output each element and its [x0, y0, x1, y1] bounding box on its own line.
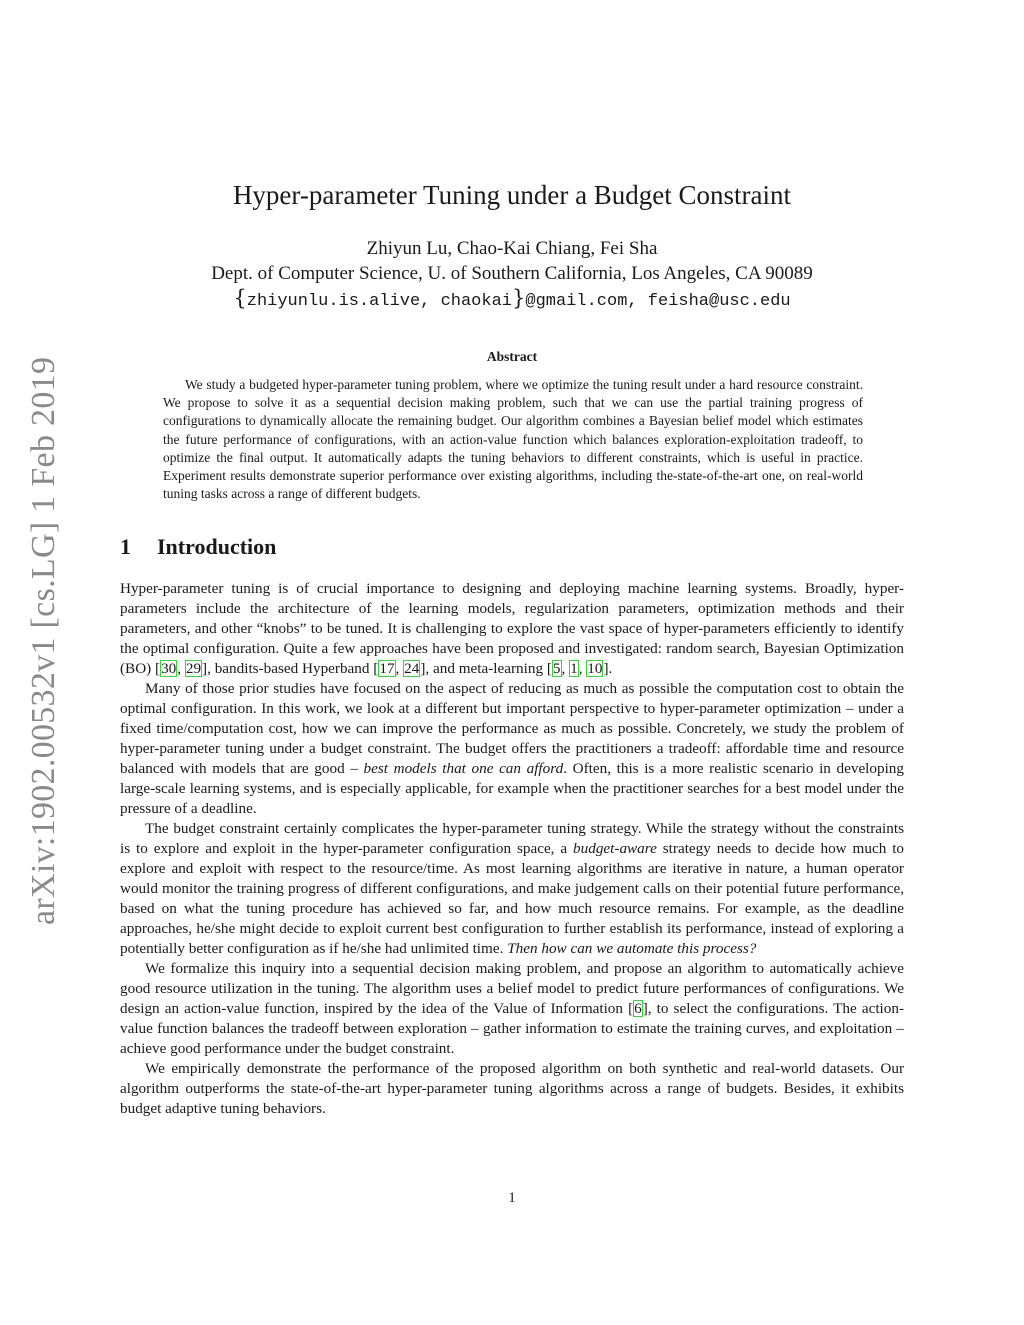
citation-link[interactable]: 29 [185, 660, 202, 677]
arxiv-stamp-container [18, 356, 70, 925]
section-title: Introduction [157, 534, 277, 559]
text-run: Many of those prior studies have focused on the aspect of reducing as much as possible the computation cost to obtain the optimal configuration. In this work, we look at a different but important perspective to hyper-parameter optimization – under a fixed time/computation cost, how we can improve the performance as much as possible. Concretely, we study the problem of hyper-parameter tuning under a budget constraint. The budget offers the practitioners a tradeoff: affordable time and resource balanced with models that are good – [120, 680, 904, 777]
author-emails [0, 286, 1024, 314]
citation-link[interactable]: 6 [634, 1000, 642, 1017]
emphasis-text: budget-aware [573, 840, 657, 857]
emphasis-text: best models that one can afford [363, 760, 564, 777]
section-heading [120, 534, 276, 560]
intro-paragraph-4 [120, 959, 904, 1059]
citation-link[interactable]: 1 [570, 660, 578, 677]
citation-link[interactable]: 17 [379, 660, 395, 677]
citation-group: [6] [628, 1000, 648, 1017]
section-number: 1 [120, 534, 131, 559]
text-run: , bandits-based Hyperband [207, 660, 374, 677]
citation-link[interactable]: 24 [404, 660, 420, 677]
author-affiliation: Dept. of Computer Science, U. of Southern California, Los Angeles, CA 90089 [211, 263, 813, 284]
citation-link[interactable]: 5 [552, 660, 561, 677]
citation-group: [30, 29] [155, 660, 208, 677]
text-run: The budget constraint certainly complicates the hyper-parameter tuning strategy. While the strategy without the constraints is to explore and exploit in the hyper-parameter configuration space, a [120, 820, 904, 857]
citation-group: [5, 1, 10] [546, 660, 609, 677]
author-names: Zhiyun Lu, Chao-Kai Chiang, Fei Sha [366, 238, 658, 259]
text-run: Hyper-parameter tuning is of crucial importance to designing and deploying machine learning systems. Broadly, hyper-parameters include the architecture of the learning models, regularization parameters, optimization methods and their parameters, and other “knobs” to be tuned. It is challenging to explore the vast space of hyper-parameters efficiently to identify the optimal configuration. Quite a few approaches have been proposed and investigated: random search, Bayesian Optimization (BO) [120, 580, 904, 677]
email-group: zhiyunlu.is.alive, chaokai [246, 292, 512, 311]
introduction-body [120, 579, 904, 1119]
intro-paragraph-2 [120, 679, 904, 819]
abstract-heading: Abstract [486, 349, 538, 364]
intro-paragraph-1 [120, 579, 904, 679]
text-run: We formalize this inquiry into a sequential decision making problem, and propose an algorithm to automatically achieve good resource utilization in the tuning. The algorithm uses a belief model to predict future performances of configurations. We design an action-value function, inspired by the idea of the Value of Information [120, 960, 904, 1017]
citation-link[interactable]: 10 [587, 660, 603, 677]
text-run: , to select the configurations. The action-value function balances the tradeoff between exploration – gather information to estimate the training curves, and exploitation – achieve good performance under the budget constraint. [120, 1000, 905, 1057]
emphasis-text: Then how can we automate this process? [507, 940, 757, 957]
author-block [0, 236, 1024, 314]
text-run: . Often, this is a more realistic scenario in developing large-scale learning systems, and is especially applicable, for example when the practitioner searches for a best model under the pressure of a deadline. [120, 760, 904, 817]
text-run: , and meta-learning [425, 660, 547, 677]
intro-paragraph-3 [120, 819, 904, 959]
arxiv-stamp[interactable]: arXiv:1902.00532v1 [cs.LG] 1 Feb 2019 [25, 356, 62, 925]
citation-link[interactable]: 30 [161, 660, 177, 677]
paper-title: Hyper-parameter Tuning under a Budget Constraint [232, 180, 792, 210]
text-run: strategy needs to decide how much to explore and exploit with respect to the resource/time. As most learning algorithms are iterative in nature, a human operator would monitor the training progress of different configurations, and make judgement calls on their potential future performance, based on what the tuning procedure has achieved so far, and how much resource remains. For example, as the deadline approaches, he/she might decide to exploit current best configuration to further establish its performance, instead of exploring a potentially better configuration as if he/she had unlimited time. [120, 840, 905, 957]
brace-open: { [233, 286, 247, 310]
text-run: . [608, 660, 613, 677]
page-number: 1 [508, 1190, 516, 1206]
abstract-text: We study a budgeted hyper-parameter tuning problem, where we optimize the tuning result under a hard resource constraint. We propose to solve it as a sequential decision making problem, such that we can use the partial training progress of configurations to dynamically allocate the remaining budget. Our algorithm combines a Bayesian belief model which estimates the future performance of configurations, with an action-value function which balances exploration-exploitation tradeoff, to optimize the final output. It automatically adapts the tuning behaviors to different constraints, which is useful in practice. Experiment results demonstrate superior performance over existing algorithms, including the-state-of-the-art one, on real-world tuning tasks across a range of different budgets. [163, 377, 863, 502]
brace-close: } [512, 286, 526, 310]
citation-group: [17, 24] [373, 660, 426, 677]
intro-paragraph-5: We empirically demonstrate the performance of the proposed algorithm on both synthetic and real-world datasets. Our algorithm outperforms the state-of-the-art hyper-parameter tuning algorithms across a range of budgets. Besides, it exhibits budget adaptive tuning behaviors. [120, 1060, 904, 1117]
email-rest: @gmail.com, feisha@usc.edu [525, 292, 791, 311]
